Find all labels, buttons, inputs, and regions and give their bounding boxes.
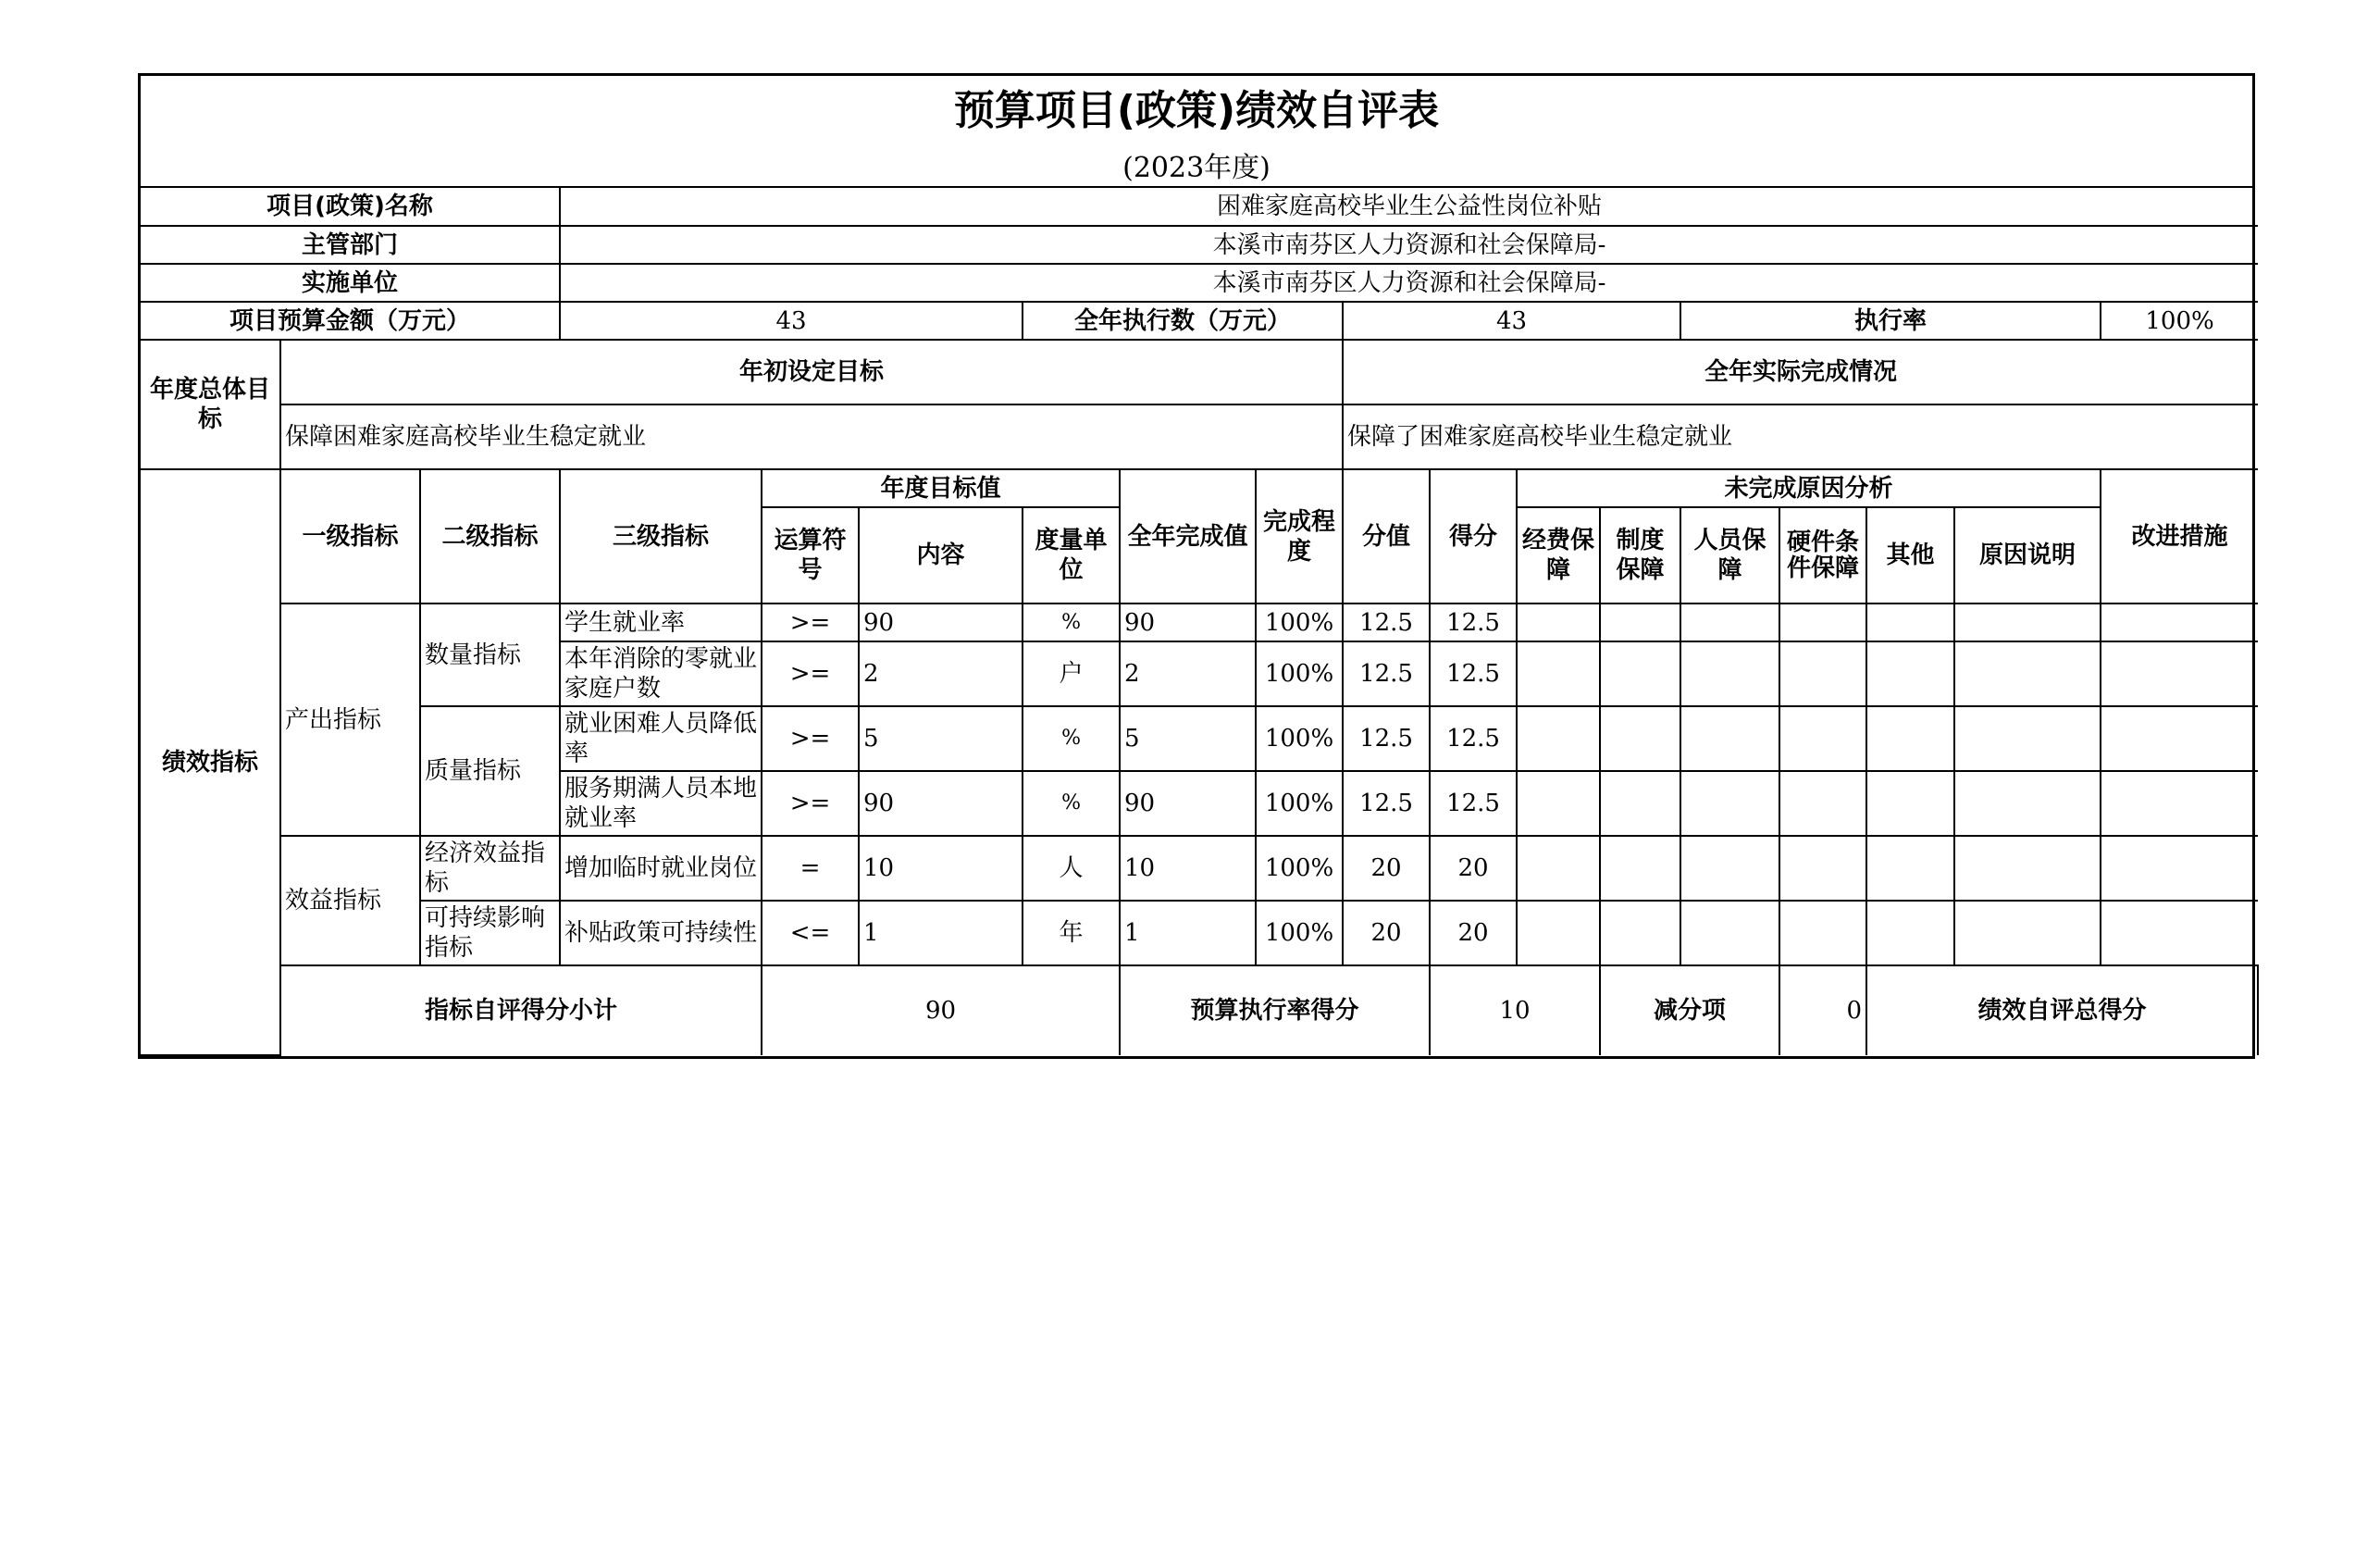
dept-label: 主管部门 [141, 226, 560, 264]
footer-row [141, 965, 2258, 1055]
table-row [141, 836, 2258, 901]
unit-row [141, 264, 2258, 302]
empty-cell [1779, 771, 1866, 836]
level3-cell: 就业困难人员降低率 [560, 706, 762, 771]
rate-value: 100% [2101, 302, 2258, 340]
completion-cell: 100% [1256, 771, 1343, 836]
empty-cell [1600, 836, 1680, 901]
level3-cell: 增加临时就业岗位 [560, 836, 762, 901]
level3-cell: 补贴政策可持续性 [560, 901, 762, 965]
operator-cell: >= [762, 706, 859, 771]
operator-cell: = [762, 836, 859, 901]
executed-label: 全年执行数（万元） [1023, 302, 1343, 340]
actual-goal-text: 保障了困难家庭高校毕业生稳定就业 [1343, 404, 2258, 469]
personnel-header: 人员保障 [1680, 507, 1779, 604]
actual-cell: 5 [1120, 706, 1256, 771]
unit-cell: % [1023, 706, 1120, 771]
hardware-header: 硬件条件保障 [1779, 507, 1866, 604]
actual-cell: 90 [1120, 604, 1256, 641]
level3-header: 三级指标 [560, 469, 762, 604]
empty-cell [1866, 706, 1954, 771]
project-name-row [141, 188, 2258, 226]
completion-cell: 100% [1256, 641, 1343, 706]
empty-cell [1954, 771, 2101, 836]
deduction-label: 减分项 [1600, 965, 1779, 1055]
score-cell: 12.5 [1430, 771, 1517, 836]
performance-self-evaluation-form [138, 73, 2255, 1059]
exec-score-value: 10 [1430, 965, 1600, 1055]
empty-cell [1680, 901, 1779, 965]
empty-cell [2101, 604, 2258, 641]
deduction-value: 0 [1779, 965, 1866, 1055]
points-cell: 20 [1343, 901, 1430, 965]
operator-cell: >= [762, 771, 859, 836]
score-cell: 12.5 [1430, 641, 1517, 706]
actual-cell: 1 [1120, 901, 1256, 965]
table-row [141, 901, 2258, 965]
goals-text-row [141, 404, 2258, 469]
project-name-label: 项目(政策)名称 [141, 188, 560, 226]
empty-cell [1866, 641, 1954, 706]
operator-cell: >= [762, 604, 859, 641]
score-value-header: 分值 [1343, 469, 1430, 604]
content-cell: 1 [859, 901, 1023, 965]
points-cell: 20 [1343, 836, 1430, 901]
score-cell: 20 [1430, 836, 1517, 901]
empty-cell [1680, 836, 1779, 901]
budget-label: 项目预算金额（万元） [141, 302, 560, 340]
empty-cell [1954, 604, 2101, 641]
level1-cell: 效益指标 [280, 836, 420, 965]
content-cell: 90 [859, 771, 1023, 836]
evaluation-table [141, 188, 2258, 1056]
score-cell: 20 [1430, 901, 1517, 965]
empty-cell [1954, 641, 2101, 706]
unit-cell: % [1023, 604, 1120, 641]
actual-value-header: 全年完成值 [1120, 469, 1256, 604]
actual-cell: 2 [1120, 641, 1256, 706]
operator-cell: >= [762, 641, 859, 706]
subtotal-label: 指标自评得分小计 [280, 965, 762, 1055]
content-cell: 10 [859, 836, 1023, 901]
empty-cell [1954, 706, 2101, 771]
form-title: 预算项目(政策)绩效自评表 [953, 87, 1440, 134]
points-cell: 12.5 [1343, 706, 1430, 771]
empty-cell [1954, 901, 2101, 965]
unit-value: 本溪市南芬区人力资源和社会保障局- [560, 264, 2258, 302]
empty-cell [1600, 771, 1680, 836]
level2-cell: 可持续影响指标 [420, 901, 560, 965]
empty-cell [1779, 604, 1866, 641]
unit-header: 度量单位 [1023, 507, 1120, 604]
completion-cell: 100% [1256, 901, 1343, 965]
empty-cell [1866, 836, 1954, 901]
points-cell: 12.5 [1343, 641, 1430, 706]
empty-cell [1600, 604, 1680, 641]
empty-cell [1680, 706, 1779, 771]
subtotal-value: 90 [762, 965, 1120, 1055]
empty-cell [1517, 706, 1600, 771]
executed-value: 43 [1343, 302, 1680, 340]
completion-cell: 100% [1256, 836, 1343, 901]
score-cell: 12.5 [1430, 706, 1517, 771]
empty-cell [1600, 641, 1680, 706]
level2-cell: 经济效益指标 [420, 836, 560, 901]
unit-cell: 年 [1023, 901, 1120, 965]
unit-cell: 户 [1023, 641, 1120, 706]
form-year: (2023年度) [1122, 152, 1271, 184]
completion-header: 完成程度 [1256, 469, 1343, 604]
score-cell: 12.5 [1430, 604, 1517, 641]
empty-cell [2101, 771, 2258, 836]
empty-cell [1680, 604, 1779, 641]
total-label: 绩效自评总得分 [1866, 965, 2258, 1055]
level1-cell: 产出指标 [280, 604, 420, 836]
dept-row [141, 226, 2258, 264]
content-cell: 5 [859, 706, 1023, 771]
level2-header: 二级指标 [420, 469, 560, 604]
empty-cell [1779, 706, 1866, 771]
empty-cell [1600, 901, 1680, 965]
operator-header: 运算符号 [762, 507, 859, 604]
empty-cell [1779, 836, 1866, 901]
level2-cell: 数量指标 [420, 604, 560, 706]
indicator-section-label: 绩效指标 [141, 469, 280, 1055]
actual-cell: 90 [1120, 771, 1256, 836]
empty-cell [2101, 706, 2258, 771]
content-cell: 2 [859, 641, 1023, 706]
empty-cell [2101, 901, 2258, 965]
empty-cell [2101, 836, 2258, 901]
other-header: 其他 [1866, 507, 1954, 604]
goals-label: 年度总体目标 [141, 340, 280, 469]
explanation-header: 原因说明 [1954, 507, 2101, 604]
empty-cell [1517, 771, 1600, 836]
actual-goal-header: 全年实际完成情况 [1343, 340, 2258, 404]
level2-cell: 质量指标 [420, 706, 560, 836]
level3-cell: 学生就业率 [560, 604, 762, 641]
indicator-header-row-1 [141, 469, 2258, 507]
goals-header-row [141, 340, 2258, 404]
level1-header: 一级指标 [280, 469, 420, 604]
content-header: 内容 [859, 507, 1023, 604]
unit-cell: 人 [1023, 836, 1120, 901]
unit-label: 实施单位 [141, 264, 560, 302]
actual-cell: 10 [1120, 836, 1256, 901]
empty-cell [1866, 771, 1954, 836]
empty-cell [1517, 836, 1600, 901]
rate-label: 执行率 [1680, 302, 2101, 340]
empty-cell [1866, 604, 1954, 641]
content-cell: 90 [859, 604, 1023, 641]
funding-header: 经费保障 [1517, 507, 1600, 604]
empty-cell [1600, 706, 1680, 771]
empty-cell [1517, 604, 1600, 641]
initial-goal-text: 保障困难家庭高校毕业生稳定就业 [280, 404, 1343, 469]
unit-cell: % [1023, 771, 1120, 836]
measures-header: 改进措施 [2101, 469, 2258, 604]
budget-row [141, 302, 2258, 340]
system-header: 制度保障 [1600, 507, 1680, 604]
dept-value: 本溪市南芬区人力资源和社会保障局- [560, 226, 2258, 264]
empty-cell [1954, 836, 2101, 901]
operator-cell: <= [762, 901, 859, 965]
empty-cell [1779, 901, 1866, 965]
empty-cell [1517, 901, 1600, 965]
title-block [141, 76, 2252, 188]
level3-cell: 本年消除的零就业家庭户数 [560, 641, 762, 706]
budget-value: 43 [560, 302, 1023, 340]
project-name-value: 困难家庭高校毕业生公益性岗位补贴 [560, 188, 2258, 226]
empty-cell [1517, 641, 1600, 706]
empty-cell [1779, 641, 1866, 706]
points-cell: 12.5 [1343, 604, 1430, 641]
level3-cell: 服务期满人员本地就业率 [560, 771, 762, 836]
empty-cell [1680, 641, 1779, 706]
exec-score-label: 预算执行率得分 [1120, 965, 1430, 1055]
table-row [141, 604, 2258, 641]
empty-cell [1866, 901, 1954, 965]
completion-cell: 100% [1256, 604, 1343, 641]
table-row [141, 706, 2258, 771]
reasons-group-header: 未完成原因分析 [1517, 469, 2101, 507]
empty-cell [1680, 771, 1779, 836]
target-group-header: 年度目标值 [762, 469, 1120, 507]
points-cell: 12.5 [1343, 771, 1430, 836]
score-header: 得分 [1430, 469, 1517, 604]
empty-cell [2101, 641, 2258, 706]
completion-cell: 100% [1256, 706, 1343, 771]
initial-goal-header: 年初设定目标 [280, 340, 1343, 404]
